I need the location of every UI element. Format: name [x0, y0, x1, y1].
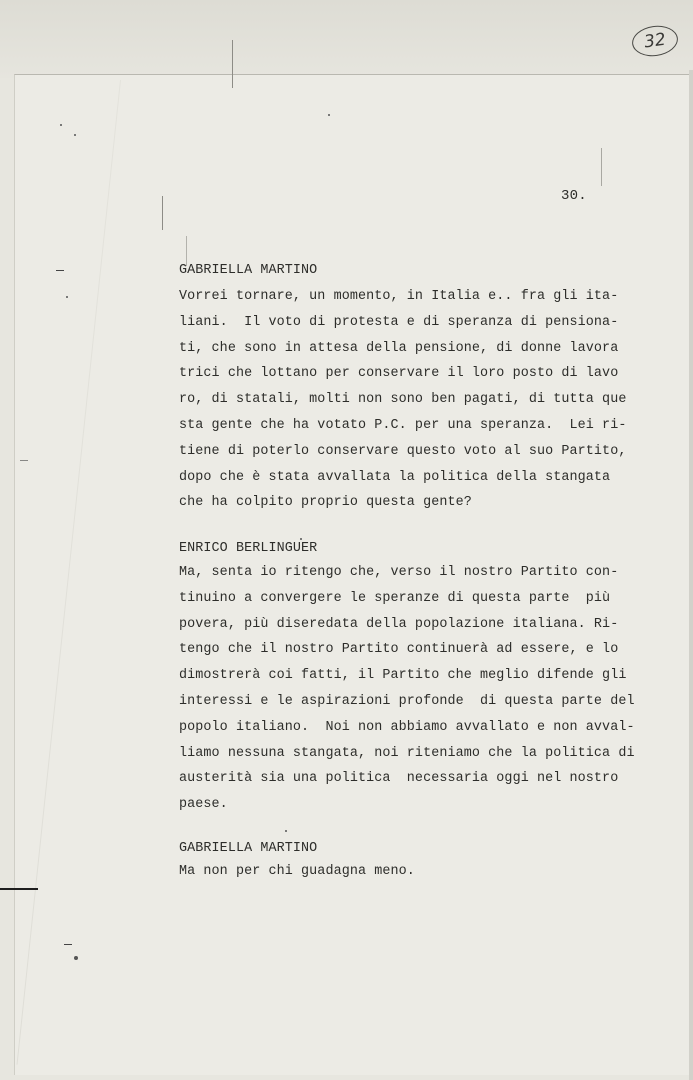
text-line: liani. Il voto di protesta e di speranza di pensiona-	[179, 314, 619, 330]
text-line: dimostrerà coi fatti, il Partito che meglio difende gli	[179, 668, 627, 684]
text-line: trici che lottano per conservare il loro posto di lavo	[179, 366, 619, 382]
pencil-mark	[186, 236, 187, 266]
text-line: paese.	[179, 797, 228, 813]
text-line: tinuino a convergere le speranze di questa parte più	[179, 590, 611, 606]
text-line: Ma, senta io ritengo che, verso il nostro Partito con-	[179, 565, 619, 580]
speck	[300, 538, 302, 540]
text-line: povera, più diseredata della popolazione italiana. Ri-	[179, 616, 619, 632]
speaker-name: GABRIELLA MARTINO	[179, 841, 318, 856]
pencil-mark	[232, 40, 233, 88]
speech-paragraph	[179, 560, 635, 818]
text-line: dopo che è stata avvallata la politica della stangata	[179, 469, 611, 485]
speck	[74, 956, 78, 960]
previous-sheet-edge	[0, 0, 693, 78]
sheet-edge-shadow	[689, 70, 693, 1080]
speech-paragraph	[179, 284, 626, 516]
text-line: Vorrei tornare, un momento, in Italia e.. fra gli ita-	[179, 289, 619, 304]
text-line: ro, di statali, molti non sono ben pagati, di tutta que	[179, 392, 627, 408]
text-line: sta gente che ha votato P.C. per una speranza. Lei ri-	[179, 417, 627, 433]
speck	[328, 114, 330, 116]
text-line: interessi e le aspirazioni profonde di questa parte del	[179, 693, 635, 709]
speck	[60, 124, 62, 126]
margin-dash	[64, 944, 72, 945]
speck	[74, 134, 76, 136]
speech-paragraph	[179, 859, 415, 885]
margin-dash	[56, 270, 64, 271]
speck	[285, 830, 287, 832]
folio-stamp: 32	[630, 23, 680, 59]
speaker-name: GABRIELLA MARTINO	[179, 263, 318, 278]
text-line: tengo che il nostro Partito continuerà ad essere, e lo	[179, 642, 619, 658]
pencil-mark	[601, 148, 602, 186]
pencil-mark	[162, 196, 163, 230]
speck	[66, 296, 68, 298]
speaker-name: ENRICO BERLINGUER	[179, 541, 318, 556]
text-line: ti, che sono in attesa della pensione, di donne lavora	[179, 340, 619, 356]
text-line: austerità sia una politica necessaria oggi nel nostro	[179, 771, 619, 787]
margin-dash	[0, 888, 38, 890]
text-line: che ha colpito proprio questa gente?	[179, 495, 472, 511]
text-line: popolo italiano. Noi non abbiamo avvallato e non avval-	[179, 719, 635, 735]
text-line: Ma non per chi guadagna meno.	[179, 864, 415, 879]
margin-dash	[20, 460, 28, 461]
text-line: tiene di poterlo conservare questo voto al suo Partito,	[179, 443, 627, 459]
text-line: liamo nessuna stangata, noi riteniamo che la politica di	[179, 745, 635, 761]
page-number: 30.	[561, 188, 587, 204]
